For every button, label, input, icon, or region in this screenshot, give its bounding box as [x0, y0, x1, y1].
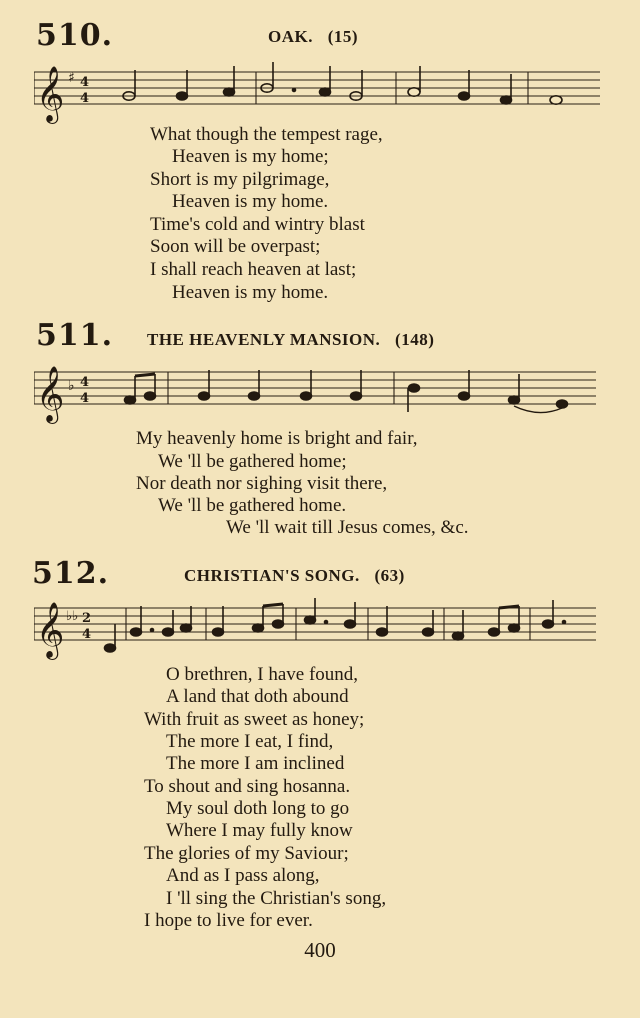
tune-name: CHRISTIAN'S SONG. [184, 566, 360, 585]
lyric-line: With fruit as sweet as honey; [144, 709, 365, 730]
tune-reference: (148) [395, 330, 435, 349]
tune-reference: (63) [374, 566, 405, 585]
tune-name: THE HEAVENLY MANSION. [147, 330, 381, 349]
lyric-line: The more I eat, I find, [166, 731, 334, 752]
lyric-line: Time's cold and wintry blast [150, 214, 365, 235]
hymn-title [184, 566, 405, 586]
lyric-line: Nor death nor sighing visit there, [136, 473, 388, 494]
hymn-number: 511. [36, 318, 114, 353]
lyric-line: O brethren, I have found, [166, 664, 359, 685]
tune-reference: (15) [327, 27, 359, 46]
key-signature: ♭♭ [66, 609, 79, 624]
lyric-line: Soon will be overpast; [150, 236, 321, 257]
key-signature: ♯ [68, 70, 75, 86]
lyric-line: My heavenly home is bright and fair, [136, 428, 418, 449]
lyric-line: To shout and sing hosanna. [144, 776, 351, 797]
lyric-line: The more I am inclined [166, 753, 345, 774]
hymn-title [268, 27, 358, 47]
time-signature-top: 4 [80, 375, 90, 390]
lyric-line: Where I may fully know [166, 820, 353, 841]
lyric-line: What though the tempest rage, [150, 124, 383, 145]
hymn-number: 510. [36, 18, 114, 53]
lyric-line: Heaven is my home. [172, 191, 329, 212]
key-signature: ♭ [68, 378, 75, 394]
lyric-line: Heaven is my home. [172, 282, 329, 303]
page-number: 400 [304, 938, 336, 962]
lyric-line: And as I pass along, [166, 865, 320, 886]
treble-clef: 𝄞 [36, 66, 65, 122]
lyric-line: My soul doth long to go [166, 798, 350, 819]
lyric-line: I shall reach heaven at last; [150, 259, 357, 280]
lyric-line: We 'll be gathered home. [158, 495, 347, 516]
lyric-line: We 'll wait till Jesus comes, &c. [226, 517, 469, 538]
music-staff [34, 596, 604, 666]
lyric-line: A land that doth abound [166, 686, 349, 707]
time-signature-top: 2 [82, 611, 92, 626]
hymn-number: 512. [32, 556, 110, 591]
lyric-line: Heaven is my home; [172, 146, 329, 167]
lyric-line: I hope to live for ever. [144, 910, 313, 931]
time-signature-top: 4 [80, 75, 90, 90]
lyric-line: I 'll sing the Christian's song, [166, 888, 387, 909]
treble-clef: 𝄞 [36, 366, 65, 422]
time-signature-bottom: 4 [82, 627, 92, 642]
music-staff [34, 360, 604, 430]
tune-name: OAK. [268, 27, 313, 46]
lyric-line: The glories of my Saviour; [144, 843, 349, 864]
lyric-line: We 'll be gathered home; [158, 451, 347, 472]
music-staff [34, 60, 604, 130]
lyric-line: Short is my pilgrimage, [150, 169, 330, 190]
time-signature-bottom: 4 [80, 391, 90, 406]
hymn-title [147, 330, 434, 350]
time-signature-bottom: 4 [80, 91, 90, 106]
treble-clef: 𝄞 [36, 602, 65, 658]
